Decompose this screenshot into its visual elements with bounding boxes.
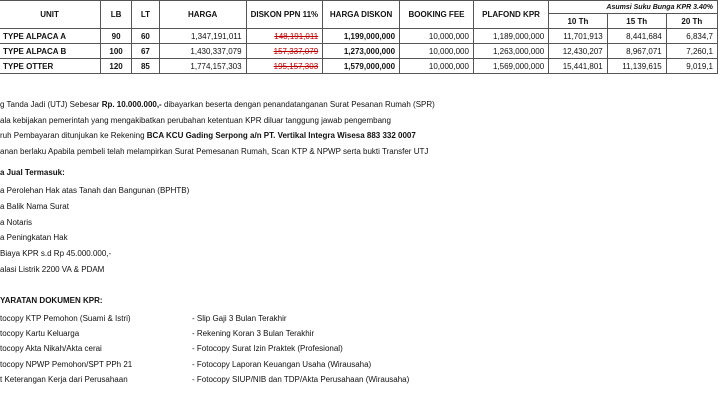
cell-harga: 1,430,337,079	[159, 44, 246, 59]
list-item: tocopy KTP Pemohon (Suami & Istri)	[0, 314, 131, 323]
docs-title: YARATAN DOKUMEN KPR:	[0, 296, 103, 305]
table-row	[0, 59, 718, 74]
list-item: alasi Listrik 2200 VA & PDAM	[0, 264, 105, 274]
cell-harga: 1,774,157,303	[159, 59, 246, 74]
cell-diskon: 148,191,011	[246, 29, 323, 44]
cell-plafond: 1,569,000,000	[473, 59, 548, 74]
cell-10th: 15,441,801	[549, 59, 608, 74]
col-header-10th: 10 Th	[549, 14, 608, 29]
list-item: a Notaris	[0, 217, 33, 227]
cell-15th: 11,139,615	[607, 59, 666, 74]
list-item: Biaya KPR s.d Rp 45.000.000,-	[0, 249, 112, 259]
cell-lt: 67	[132, 44, 160, 59]
col-header-lb: LB	[101, 1, 132, 29]
cell-plafond: 1,263,000,000	[473, 44, 548, 59]
list-item: a Peningkatan Hak	[0, 233, 68, 243]
cell-unit: TYPE ALPACA B	[0, 44, 101, 59]
col-header-booking-fee: BOOKING FEE	[400, 1, 474, 29]
cell-diskon: 195,157,303	[246, 59, 323, 74]
note-utj: g Tanda Jadi (UTJ) Sebesar Rp. 10.000.000,- dibayarkan beserta dengan penandatanganan Surat Pesanan Rumah (SPR)	[0, 100, 435, 109]
col-header-harga-diskon: HARGA DISKON	[323, 1, 400, 29]
cell-harga-diskon: 1,579,000,000	[323, 59, 400, 74]
note-rekening: ruh Pembayaran ditunjukan ke Rekening BCA KCU Gading Serpong a/n PT. Vertikal Integra Wisesa 883 332 0007	[0, 131, 416, 140]
cell-harga: 1,347,191,011	[159, 29, 246, 44]
cell-20th: 6,834,7	[666, 29, 717, 44]
cell-10th: 12,430,207	[549, 44, 608, 59]
docs-right-list	[192, 311, 409, 387]
col-header-lt: LT	[132, 1, 160, 29]
cell-10th: 11,701,913	[549, 29, 608, 44]
cell-booking-fee: 10,000,000	[400, 59, 474, 74]
cell-15th: 8,441,684	[607, 29, 666, 44]
col-header-harga: HARGA	[159, 1, 246, 29]
price-table	[0, 0, 718, 74]
cell-lb: 90	[101, 29, 132, 44]
header-row-top	[0, 1, 718, 14]
col-header-20th: 20 Th	[666, 14, 717, 29]
docs-left-list	[0, 311, 132, 387]
table-row	[0, 29, 718, 44]
cell-lb: 100	[101, 44, 132, 59]
cell-20th: 9,019,1	[666, 59, 717, 74]
cell-harga-diskon: 1,273,000,000	[323, 44, 400, 59]
includes-title: a Jual Termasuk:	[0, 168, 65, 177]
payment-notes	[0, 97, 435, 159]
list-item: a Perolehan Hak atas Tanah dan Bangunan (BPHTB)	[0, 186, 190, 195]
note-syarat: anan berlaku Apabila pembeli telah melampirkan Surat Pemesanan Rumah, Scan KTP & NPWP serta bukti Transfer UTJ	[0, 146, 429, 156]
cell-unit: TYPE ALPACA A	[0, 29, 101, 44]
cell-booking-fee: 10,000,000	[400, 29, 474, 44]
list-item: tocopy Kartu Keluarga	[0, 329, 80, 339]
col-header-asumsi: Asumsi Suku Bunga KPR 3.40%	[549, 1, 718, 14]
col-header-plafond: PLAFOND KPR	[473, 1, 548, 29]
note-kebijakan: ala kebijakan pemerintah yang mengakibatkan perubahan ketentuan KPR diluar tanggung jawab pengembang	[0, 115, 391, 125]
list-item: - Fotocopy Laporan Keuangan Usaha (Wirausaha)	[192, 359, 372, 369]
includes-list	[0, 183, 189, 278]
list-item: - Rekening Koran 3 Bulan Terakhir	[192, 329, 315, 339]
table-row	[0, 44, 718, 59]
col-header-unit: UNIT	[0, 1, 101, 29]
cell-diskon: 157,337,079	[246, 44, 323, 59]
cell-unit: TYPE OTTER	[0, 59, 101, 74]
cell-20th: 7,260,1	[666, 44, 717, 59]
list-item: t Keterangan Kerja dari Perusahaan	[0, 374, 128, 384]
cell-15th: 8,967,071	[607, 44, 666, 59]
list-item: - Fotocopy Surat Izin Praktek (Profesional)	[192, 344, 343, 354]
cell-lt: 85	[132, 59, 160, 74]
cell-booking-fee: 10,000,000	[400, 44, 474, 59]
list-item: tocopy Akta Nikah/Akta cerai	[0, 344, 102, 354]
col-header-15th: 15 Th	[607, 14, 666, 29]
list-item: tocopy NPWP Pemohon/SPT PPh 21	[0, 359, 133, 369]
list-item: - Fotocopy SIUP/NIB dan TDP/Akta Perusahaan (Wirausaha)	[192, 374, 410, 384]
list-item: a Balik Nama Surat	[0, 201, 69, 211]
cell-lb: 120	[101, 59, 132, 74]
cell-plafond: 1,189,000,000	[473, 29, 548, 44]
cell-harga-diskon: 1,199,000,000	[323, 29, 400, 44]
col-header-diskon: DISKON PPN 11%	[246, 1, 323, 29]
cell-lt: 60	[132, 29, 160, 44]
list-item: - Slip Gaji 3 Bulan Terakhir	[192, 314, 287, 323]
